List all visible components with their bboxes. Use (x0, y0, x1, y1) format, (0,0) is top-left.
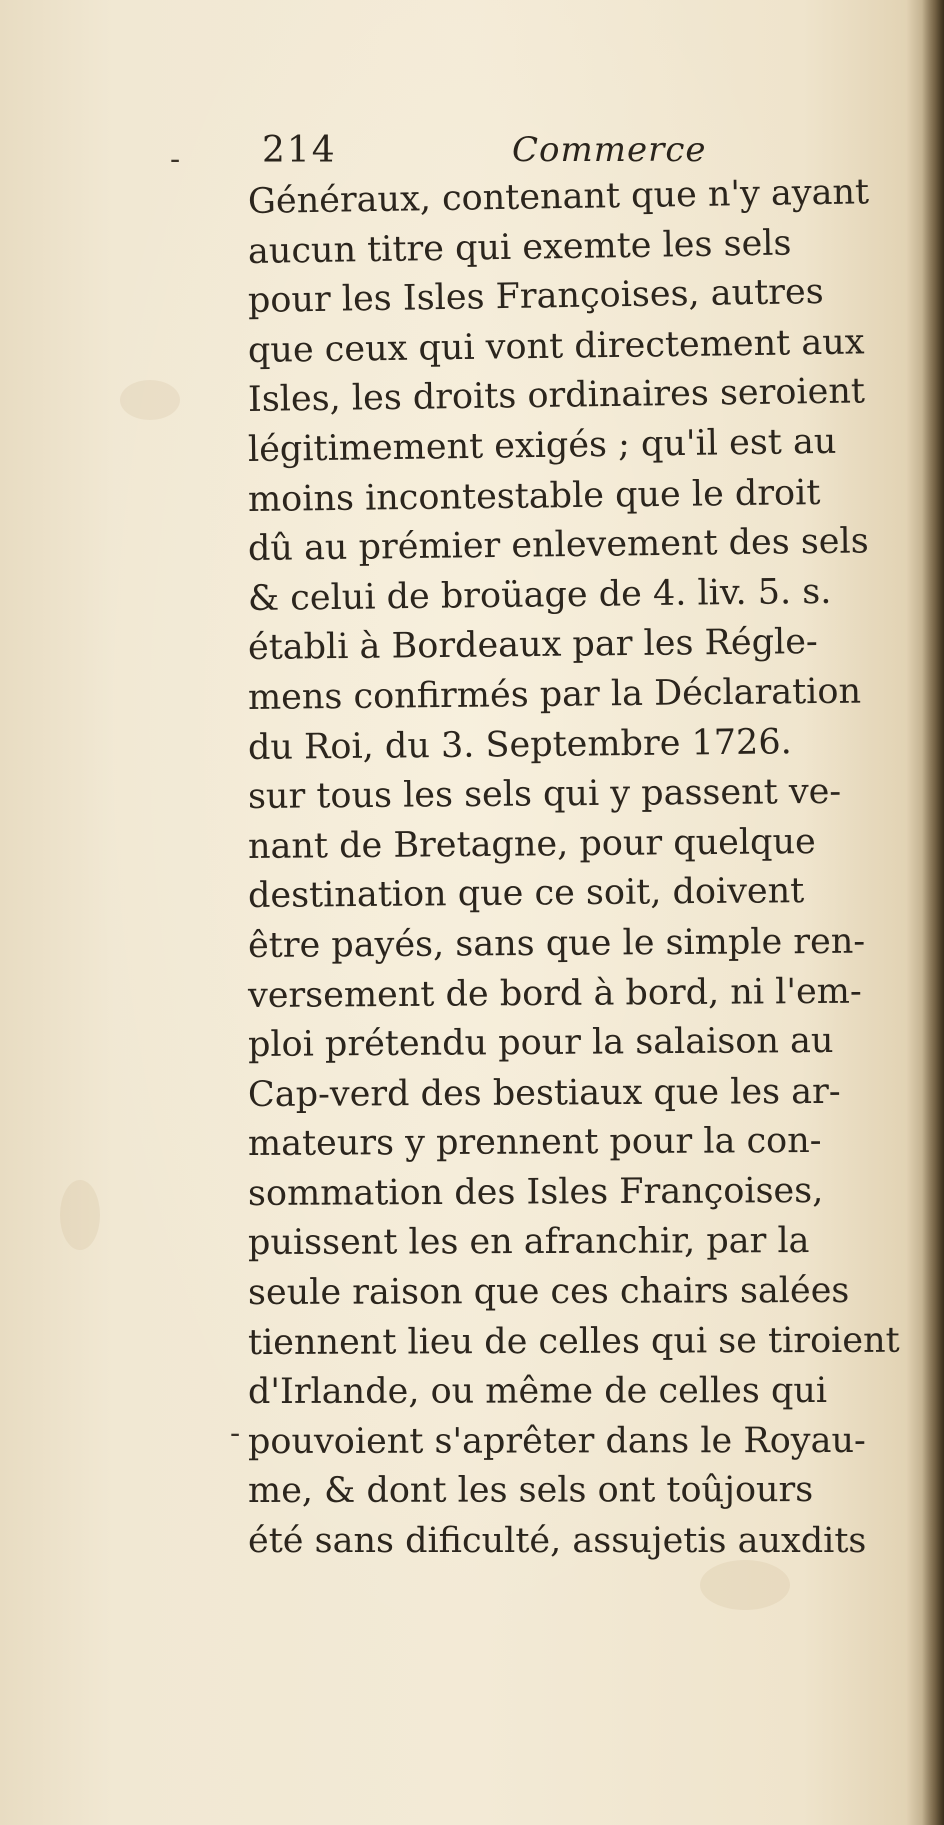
margin-dash: - (230, 1416, 241, 1451)
text-line: destination que ce soit, doivent (247, 871, 805, 917)
running-head: Commerce (512, 130, 707, 170)
paper-stain (60, 1180, 100, 1250)
text-line: dû au prémier enlevement des sels (247, 521, 869, 570)
text-line: nant de Bretagne, pour quelque (247, 821, 816, 867)
text-line: mateurs y prennent pour la con- (247, 1121, 822, 1165)
text-line: Généraux, contenant que n'y ayant (247, 172, 870, 222)
text-line: légitimement exigés ; qu'il est au (247, 421, 837, 470)
page-number: 214 (262, 130, 337, 171)
paper-stain (120, 380, 180, 420)
text-line: Isles, les droits ordinaires seroient (247, 371, 866, 421)
text-line: Cap-verd des bestiaux que les ar- (247, 1071, 841, 1115)
page-gutter-shadow (922, 0, 944, 1825)
text-line: me, & dont les sels ont toûjours (247, 1470, 814, 1512)
text-line: établi à Bordeaux par les Régle- (247, 622, 818, 669)
text-line: moins incontestable que le droit (247, 472, 821, 520)
text-line: pouvoient s'aprêter dans le Royau- (247, 1420, 866, 1462)
body-text (247, 172, 900, 1567)
text-line: pour les Isles Françoises, autres (247, 272, 824, 322)
text-line: puissent les en afranchir, par la (247, 1221, 810, 1264)
text-line: que ceux qui vont directement aux (247, 322, 865, 371)
margin-dash: - (170, 142, 181, 177)
text-line: été sans dificulté, assujetis auxdits (248, 1521, 867, 1562)
text-line: aucun titre qui exemte les sels (247, 223, 792, 272)
text-line: versement de bord à bord, ni l'em- (247, 971, 862, 1016)
text-line: d'Irlande, ou même de celles qui (247, 1371, 828, 1413)
text-line: & celui de broüage de 4. liv. 5. s. (247, 571, 832, 619)
text-line: du Roi, du 3. Septembre 1726. (247, 721, 792, 768)
text-line: ploi prétendu pour la salaison au (247, 1021, 834, 1066)
text-line: mens confirmés par la Déclaration (247, 671, 862, 718)
text-line: seule raison que ces chairs salées (247, 1270, 850, 1314)
text-line: être payés, sans que le simple ren- (247, 921, 866, 966)
text-line: sommation des Isles Françoises, (247, 1170, 824, 1214)
paper-stain (700, 1560, 790, 1610)
text-line: sur tous les sels qui y passent ve- (247, 771, 842, 818)
text-line: tiennent lieu de celles qui se tiroient (247, 1320, 900, 1363)
